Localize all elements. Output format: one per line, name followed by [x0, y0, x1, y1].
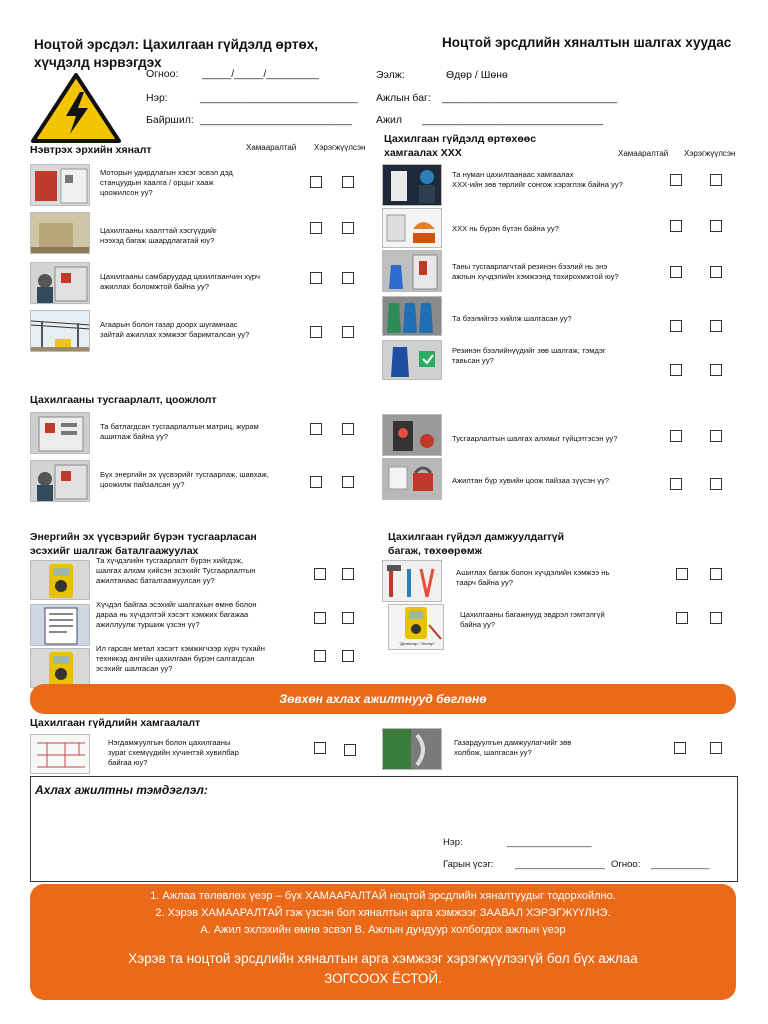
s2-q2-relevant-checkbox[interactable]	[670, 220, 682, 232]
question-text: Моторын удирдлагын хэсэг эсвэл дэд станцуудын хаалга / орцыг хааж цоожилсон уу?	[100, 168, 233, 197]
job-field[interactable]: _______________________________	[422, 114, 604, 126]
s1-q2-relevant-checkbox[interactable]	[310, 222, 322, 234]
s6-q2-applied-checkbox[interactable]	[710, 742, 722, 754]
supervisor-only-banner	[30, 684, 736, 714]
s1-q1-relevant-checkbox[interactable]	[310, 176, 322, 188]
isolation-matrix-image	[30, 412, 90, 454]
multimeter-image	[30, 648, 90, 688]
notes-name-label: Нэр:	[443, 837, 463, 848]
s2-q1-applied-checkbox[interactable]	[710, 174, 722, 186]
s1-q4-relevant-checkbox[interactable]	[310, 326, 322, 338]
personal-lock-image	[382, 458, 442, 500]
s4-q3-relevant-checkbox[interactable]	[314, 650, 326, 662]
instructions-box	[30, 884, 736, 1000]
s6-q1-applied-checkbox[interactable]	[344, 744, 356, 756]
s3-q1-applied-checkbox[interactable]	[342, 423, 354, 435]
section-verify-isolation-title: Энергийн эх үүсвэрийг бүрэн тусгаарласан эсэхийг шалгаж баталгаажуулах	[30, 531, 257, 557]
column-applied: Хэрэгжүүлсэн	[684, 149, 736, 158]
electrician-panel-image	[30, 262, 90, 304]
column-relevant: Хамааралтай	[246, 143, 297, 152]
s4-q1-relevant-checkbox[interactable]	[314, 568, 326, 580]
grounding-conductor-image	[382, 728, 442, 770]
question-text: Цахилгааны хаалттай хэсгүүдийг нээхэд багаж шаардлагатай юу?	[100, 226, 217, 245]
section-isolation-title: Цахилгааны тусгаарлалт, цоожлолт	[30, 394, 217, 406]
supervisor-notes-box[interactable]	[30, 776, 738, 882]
question-text: Резинэн бээлийнүүдийг зөв шалгаж, тэмдэг тавьсан уу?	[452, 346, 606, 365]
team-field[interactable]: ______________________________	[442, 92, 618, 104]
question-text: ХХХ нь бүрэн бүтэн байна уу?	[452, 224, 559, 233]
team-label: Ажлын баг:	[376, 92, 431, 104]
s3-q1-relevant-checkbox[interactable]	[310, 423, 322, 435]
job-label: Ажил	[376, 114, 403, 126]
notes-name-field[interactable]: ________________	[507, 837, 592, 848]
s2-q3-relevant-checkbox[interactable]	[670, 266, 682, 278]
s1-q1-applied-checkbox[interactable]	[342, 176, 354, 188]
question-text: Та хүчдэлийн тусгаарлалт бүрэн хийгдэж, шалгах алхам хийсэн эсэхийг Тусгаарлалтын ажилтанаас баталгаажуулсан уу?	[96, 556, 256, 585]
date-label: Огноо:	[146, 68, 179, 80]
column-applied: Хэрэгжүүлсэн	[314, 143, 366, 152]
enclosure-image	[30, 212, 90, 254]
rubber-gloves-image	[382, 296, 442, 336]
column-relevant: Хамааралтай	[618, 149, 669, 158]
signature-label: Гарын үсэг:	[443, 859, 494, 870]
s2-q4-relevant-checkbox[interactable]	[670, 320, 682, 332]
lockout-electrician-image	[30, 460, 90, 502]
access-panel-image	[30, 164, 90, 206]
s2-q2-applied-checkbox[interactable]	[710, 220, 722, 232]
multimeter-image	[30, 560, 90, 600]
s6-q2-relevant-checkbox[interactable]	[674, 742, 686, 754]
s2-q4-applied-checkbox[interactable]	[710, 320, 722, 332]
question-text: Бүх энергийн эх үүсвэрийг тусгаарлаж, шавхаж, цоожилж пайзалсан уу?	[100, 470, 269, 489]
s5-q1-applied-checkbox[interactable]	[710, 568, 722, 580]
instruction-line-5: ЗОГСООХ ЁСТОЙ.	[324, 971, 442, 986]
signature-field[interactable]: _________________	[515, 859, 605, 870]
notes-date-field[interactable]: ___________	[651, 859, 710, 870]
section-protection-title: Цахилгаан гүйдлийн хамгаалалт	[30, 717, 201, 729]
s2-q5-relevant-checkbox[interactable]	[670, 364, 682, 376]
question-text: Та нуман цахилгаанаас хамгаалах ХХХ-ийн зөв төрлийг сонгож хэрэглэж байна уу?	[452, 170, 623, 189]
s6-q1-relevant-checkbox[interactable]	[314, 742, 326, 754]
question-text: Тусгаарлалтын шалгах алхмыг гүйцэтгэсэн уу?	[452, 434, 618, 443]
question-text: Та батлагдсан тусгаарлалтын матриц, журам ашиглаж байна уу?	[100, 422, 259, 441]
notes-date-label: Огноо:	[611, 859, 641, 870]
s3-q3-relevant-checkbox[interactable]	[670, 430, 682, 442]
s5-q1-relevant-checkbox[interactable]	[676, 568, 688, 580]
question-text: Нэгдамжуулгын болон цахилгааны зураг схемүүдийн хүчинтэй хувилбар байгаа юу?	[108, 738, 239, 767]
wiring-diagram-image	[30, 734, 90, 774]
question-text: Ажилтан бүр хувийн цоож пайзаа зүүсэн үү?	[452, 476, 610, 485]
page-title-line2: хүчдэлд нэрвэгдэх	[34, 55, 162, 70]
s2-q5-applied-checkbox[interactable]	[710, 364, 722, 376]
instruction-line-2: 2. Хэрэв ХАМААРАЛТАЙ гэж үзсэн бол хяналтын арга хэмжээг ЗААВАЛ ХЭРЭГЖҮҮЛНЭ.	[155, 907, 611, 919]
question-text: Ашиглах багаж болон хүчдэлийн хэмжээ нь таарч байна уу?	[456, 568, 610, 587]
insulated-gloves-panel-image	[382, 250, 442, 292]
s3-q4-relevant-checkbox[interactable]	[670, 478, 682, 490]
overhead-lines-image	[30, 310, 90, 352]
shift-field[interactable]: Өдөр / Шөнө	[446, 69, 508, 81]
s2-q3-applied-checkbox[interactable]	[710, 266, 722, 278]
ppe-kit-image	[382, 208, 442, 248]
s5-q2-relevant-checkbox[interactable]	[676, 612, 688, 624]
location-field[interactable]: __________________________	[200, 114, 352, 126]
instruction-line-1: 1. Ажлаа төлөвлөх үеэр – бүх ХАМААРАЛТАЙ ноцтой эрсдлийн хяналтуудыг тодорхойлно.	[150, 890, 616, 902]
s4-q3-applied-checkbox[interactable]	[342, 650, 354, 662]
supervisor-banner-text: Зөвхөн ахлах ажилтнууд бөглөнө	[279, 692, 487, 706]
question-text: Цахилгааны багажнууд эвдрэл гэмтэлгүй байна уу?	[460, 610, 605, 629]
s1-q3-applied-checkbox[interactable]	[342, 272, 354, 284]
page-title-line1: Ноцтой эрсдэл: Цахилгаан гүйдэлд өртөх,	[34, 37, 318, 52]
s4-q2-applied-checkbox[interactable]	[342, 612, 354, 624]
s4-q1-applied-checkbox[interactable]	[342, 568, 354, 580]
s5-q2-applied-checkbox[interactable]	[710, 612, 722, 624]
s3-q2-relevant-checkbox[interactable]	[310, 476, 322, 488]
arc-flash-suit-image	[382, 164, 442, 206]
section-access-control-title: Нэвтрэх эрхийн хяналт	[30, 144, 152, 156]
glove-inspection-image	[382, 340, 442, 380]
shift-label: Ээлж:	[376, 69, 405, 81]
name-label: Нэр:	[146, 92, 168, 104]
instruction-line-4: Хэрэв та ноцтой эрсдлийн хяналтын арга хэмжээг хэрэгжүүлээгүй бол бүх ажлаа	[128, 951, 638, 966]
high-voltage-warning-icon	[30, 72, 122, 149]
question-text: Таны тусгаарлагчтай резинэн бээлий нь энэ ажлын хүчдэлийн хэмжээнд тохирохмжтой юу?	[452, 262, 619, 281]
s3-q4-applied-checkbox[interactable]	[710, 478, 722, 490]
s1-q4-applied-checkbox[interactable]	[342, 326, 354, 338]
name-field[interactable]: ___________________________	[200, 92, 358, 104]
instruction-line-3: А. Ажил эхлэхийн өмнө эсвэл В. Ажлын дундуур холбогдох ажлын үеэр	[200, 924, 566, 936]
tester-caption: "Детектор / Тестер"	[399, 641, 435, 646]
checklist-title: Ноцтой эрсдлийн хяналтын шалгах хуудас	[442, 35, 732, 50]
question-text: Хүчдэл байгаа эсэхийг шалгахын өмнө болон дараа нь хүчдэлтэй хэсэгт хэмжих багажаа ажиллуулж туршиж үзсэн үү?	[96, 600, 257, 629]
question-text: Газардуулгын дамжуулагчийг зөв холбож, шалгасан уу?	[454, 738, 572, 757]
s1-q3-relevant-checkbox[interactable]	[310, 272, 322, 284]
question-text: Та бээлийгээ хийлж шалгасан уу?	[452, 314, 572, 323]
notes-title: Ахлах ажилтны тэмдэглэл:	[35, 783, 208, 797]
section-ppe-title: Цахилгаан гүйдэлд өртөхөөс хамгаалах ХХХ	[384, 133, 537, 159]
question-text: Цахилгааны самбаруудад цахилгаанчин хүрч ажиллах боломжтой байна уу?	[100, 272, 260, 291]
s1-q2-applied-checkbox[interactable]	[342, 222, 354, 234]
question-text: Агаарын болон газар доорх шугамнаас зайтай ажиллах хэмжээг баримталсан уу?	[100, 320, 250, 339]
page-title	[34, 36, 318, 72]
s2-q1-relevant-checkbox[interactable]	[670, 174, 682, 186]
location-label: Байршил:	[146, 114, 194, 126]
s3-q3-applied-checkbox[interactable]	[710, 430, 722, 442]
detector-tester-image	[388, 604, 444, 650]
s3-q2-applied-checkbox[interactable]	[342, 476, 354, 488]
question-text: Ил гарсан метал хэсэгт хэмжигчээр хүрч тухайн техникэд ангийн цахилгаан бүрэн салгагдсан эсэхийг шалгасан уу?	[96, 644, 265, 673]
procedure-document-image	[30, 604, 90, 646]
insulated-tools-image	[382, 560, 442, 602]
isolation-test-image	[382, 414, 442, 456]
s4-q2-relevant-checkbox[interactable]	[314, 612, 326, 624]
section-insulated-tools-title: Цахилгаан гүйдэл дамжуулдаггүй багаж, төхөөрөмж	[388, 531, 565, 557]
date-field[interactable]: _____/_____/_________	[202, 68, 319, 80]
